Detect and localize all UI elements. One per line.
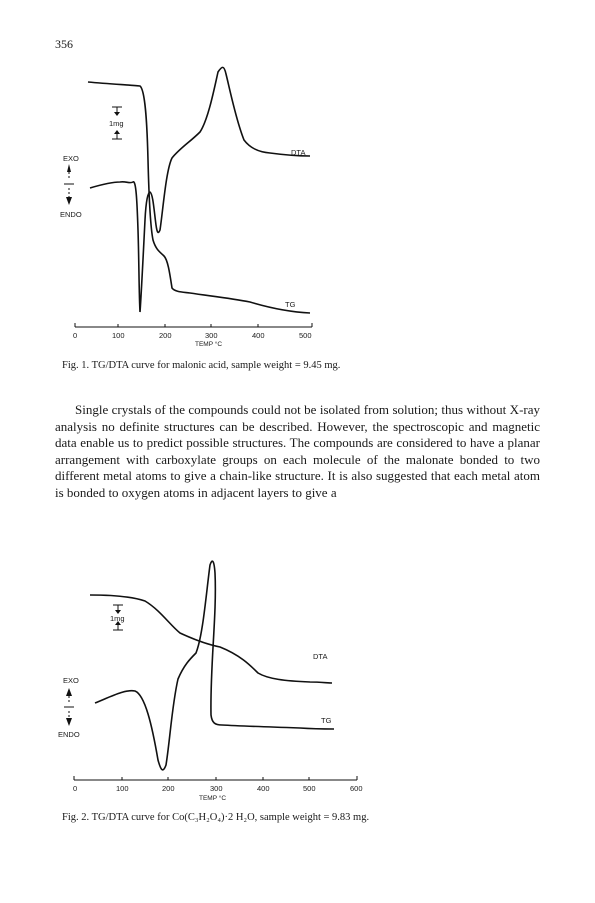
tick-label: 100 [112,331,125,340]
scale-label: 1mg [109,119,124,128]
tick-label: 400 [257,784,270,793]
exo-endo-arrow-icon [64,688,74,726]
tick-label: 200 [162,784,175,793]
tick-label: 500 [303,784,316,793]
figure-1-plot [0,60,595,355]
exo-label: EXO [63,154,79,163]
tick-label: 200 [159,331,172,340]
body-paragraph: Single crystals of the compounds could not be isolated from solution; thus without X-ray analysis no definite structures can be described. However, the spectroscopic and magnetic data enable us to predict possible structures. The compounds are considered to have a planar arrangement with carboxylate groups on each molecule of the malonate bonded to two different metal atoms to give a chain-like structure. It is also suggested that each metal atom is bonded to oxygen atoms in adjacent layers to give a [55,402,540,500]
axis-label: TEMP °C [199,795,227,802]
dta-label: DTA [291,148,306,157]
dta-curve [95,561,334,770]
dta-label: DTA [313,652,328,661]
tick-label: 300 [210,784,223,793]
tg-label: TG [285,300,296,309]
axis-label: TEMP °C [195,341,223,348]
tick-label: 500 [299,331,312,340]
figure-2-plot [0,555,595,805]
tick-label: 100 [116,784,129,793]
tg-curve [88,82,310,313]
tg-label: TG [321,716,332,725]
tick-label: 0 [73,331,78,340]
body-paragraph-block [55,402,540,501]
page-number: 356 [55,37,73,51]
endo-label: ENDO [58,730,80,739]
x-axis [74,776,357,780]
tick-label: 0 [73,784,78,793]
tick-label: 300 [205,331,218,340]
endo-label: ENDO [60,210,82,219]
x-axis [75,323,312,327]
exo-label: EXO [63,676,79,685]
tick-label: 600 [350,784,363,793]
tg-curve [90,595,332,683]
exo-endo-arrow-icon [64,164,74,205]
tick-label: 400 [252,331,265,340]
scale-label: 1mg [110,614,125,623]
figure-2-caption: Fig. 2. TG/DTA curve for Co(C₃H₂O₄)·2 H₂O, sample weight = 9.83 mg. [62,812,370,823]
dta-curve [90,67,310,312]
figure-1-caption: Fig. 1. TG/DTA curve for malonic acid, sample weight = 9.45 mg. [62,360,341,371]
